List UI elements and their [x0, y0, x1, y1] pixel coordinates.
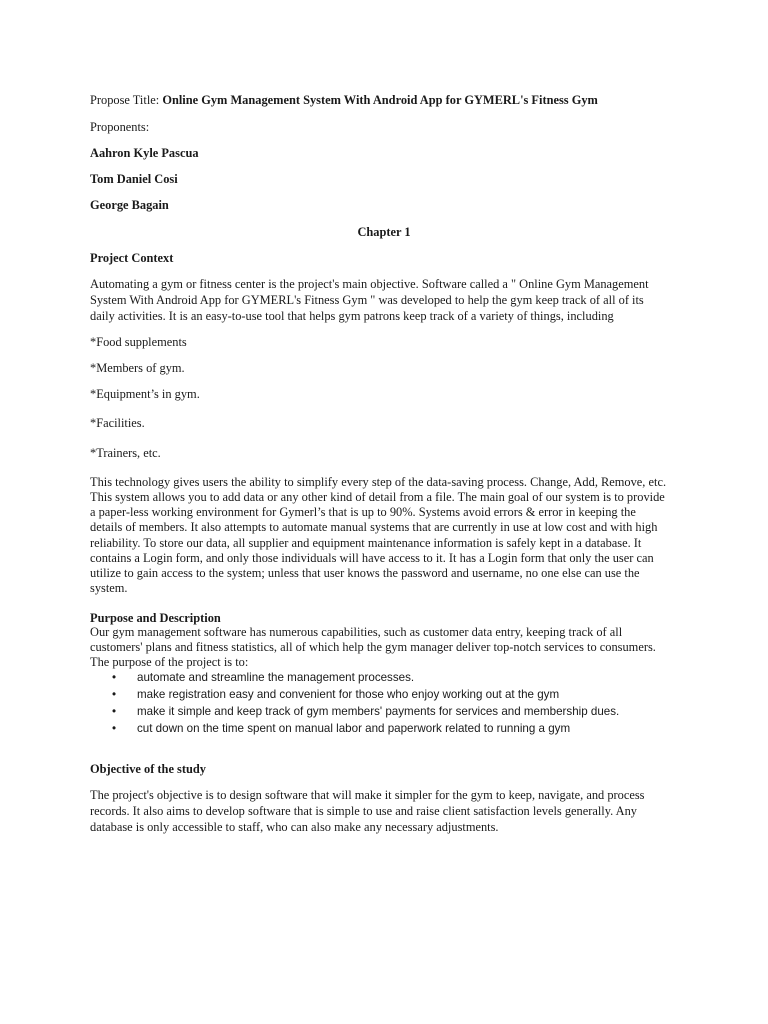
bullet-item: [112, 721, 570, 736]
proposal-title: Online Gym Management System With Android App for GYMERL's Fitness Gym: [162, 93, 598, 107]
proponents-label: Proponents:: [90, 120, 150, 134]
bullet-icon: •: [112, 671, 117, 684]
paragraph-line: utilize to gain access to the system; unless that user knows the password and username, no one else can use the: [90, 566, 640, 580]
bullet-icon: •: [112, 688, 117, 701]
paragraph-line: customers' plans and fitness statistics, all of which help the gym manager deliver top-notch services to consumers.: [90, 640, 656, 654]
list-item: *Trainers, etc.: [90, 446, 161, 460]
bullet-icon: •: [112, 722, 117, 735]
section-heading-objective: Objective of the study: [90, 762, 206, 776]
bullet-text: cut down on the time spent on manual labor and paperwork related to running a gym: [137, 722, 571, 735]
proposal-title-line: [90, 93, 598, 108]
bullet-text: make it simple and keep track of gym members' payments for services and membership dues.: [137, 705, 620, 718]
paragraph-line: System With Android App for GYMERL's Fitness Gym " was developed to help the gym keep track of all of its: [90, 293, 644, 307]
paragraph-line: reliability. To store our data, all supplier and equipment maintenance information is safely kept in a database. It: [90, 536, 642, 550]
proponent-name: Tom Daniel Cosi: [90, 172, 178, 186]
paragraph-line: Our gym management software has numerous capabilities, such as customer data entry, keeping track of all: [90, 625, 623, 639]
paragraph-line: a paper-less working environment for Gymerl’s that is up to 90%. Systems avoid errors & error in keeping the: [90, 505, 636, 519]
paragraph-line: Automating a gym or fitness center is the project's main objective. Software called a " Online Gym Management: [90, 277, 649, 291]
paragraph-line: The purpose of the project is to:: [90, 655, 249, 669]
title-prefix: Propose Title:: [90, 93, 160, 107]
bullet-icon: •: [112, 705, 117, 718]
proponent-name: Aahron Kyle Pascua: [90, 146, 199, 160]
bullet-item: [112, 687, 559, 702]
paragraph-line: This system allows you to add data or any other kind of detail from a file. The main goal of our system is to provide: [90, 490, 665, 504]
list-item: *Facilities.: [90, 416, 145, 430]
paragraph-line: system.: [90, 581, 128, 595]
paragraph-line: The project's objective is to design software that will make it simpler for the gym to keep, navigate, and process: [90, 788, 645, 802]
paragraph-line: details of members. It also attempts to automate manual systems that are currently in use at low cost and with high: [90, 520, 658, 534]
paragraph-line: records. It also aims to develop software that is simple to use and raise client satisfaction levels generally. Any: [90, 804, 637, 818]
paragraph-line: contains a Login form, and only those individuals will have access to it. It has a Login form that only the user can: [90, 551, 654, 565]
section-heading-project-context: Project Context: [90, 251, 174, 265]
proponent-name: George Bagain: [90, 198, 169, 212]
paragraph-line: This technology gives users the ability to simplify every step of the data-saving process. Change, Add, Remove, etc.: [90, 475, 667, 489]
paragraph-line: daily activities. It is an easy-to-use tool that helps gym patrons keep track of a variety of things, including: [90, 309, 614, 323]
bullet-item: [112, 704, 619, 719]
bullet-item: [112, 670, 414, 685]
chapter-heading: Chapter 1: [357, 225, 411, 239]
list-item: *Food supplements: [90, 335, 187, 349]
paragraph-line: database is only accessible to staff, who can also make any necessary adjustments.: [90, 820, 499, 834]
list-item: *Equipment’s in gym.: [90, 387, 200, 401]
bullet-text: automate and streamline the management processes.: [137, 671, 415, 684]
section-heading-purpose: Purpose and Description: [90, 611, 221, 625]
bullet-text: make registration easy and convenient for those who enjoy working out at the gym: [137, 688, 560, 701]
list-item: *Members of gym.: [90, 361, 185, 375]
